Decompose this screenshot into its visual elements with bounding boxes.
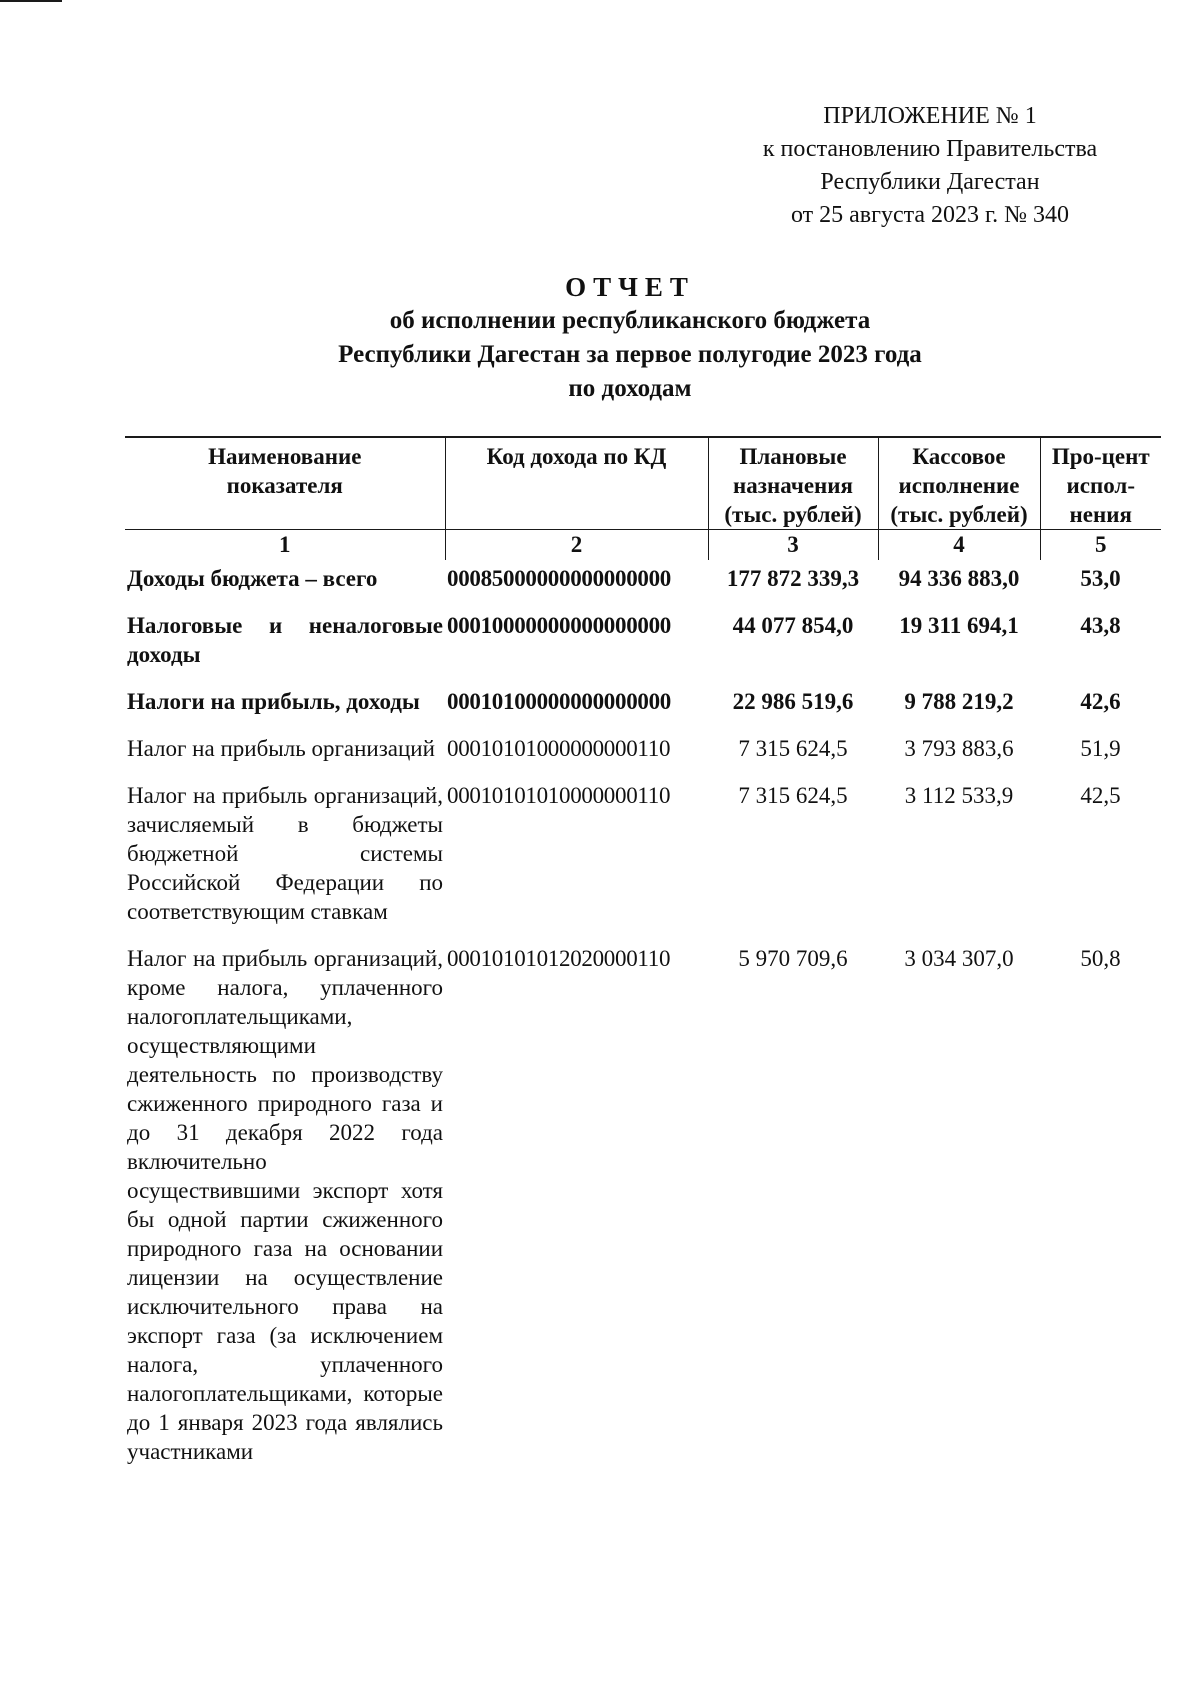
row-percent: 51,9 bbox=[1080, 736, 1121, 761]
row-code: 00010101000000000110 bbox=[447, 736, 671, 761]
row-percent: 43,8 bbox=[1080, 613, 1121, 638]
row-name: Налог на прибыль организаций bbox=[127, 736, 435, 761]
row-fact: 9 788 219,2 bbox=[904, 689, 1014, 714]
row-plan: 177 872 339,3 bbox=[726, 566, 860, 591]
column-number: 5 bbox=[1040, 530, 1161, 561]
row-percent: 42,6 bbox=[1080, 689, 1121, 714]
row-name: Налоги на прибыль, доходы bbox=[127, 689, 420, 714]
scan-edge-mark bbox=[0, 0, 62, 2]
table-row bbox=[125, 772, 1161, 935]
appendix-republic: Республики Дагестан bbox=[820, 169, 1040, 195]
row-code: 00010101010000000110 bbox=[447, 783, 671, 808]
row-fact: 3 112 533,9 bbox=[904, 783, 1014, 808]
table-header-row bbox=[125, 437, 1161, 530]
header-income-code: Код дохода по КД bbox=[445, 437, 708, 530]
header-percent: Про-цент испол-нения bbox=[1040, 437, 1161, 530]
table-row bbox=[125, 602, 1161, 678]
row-plan: 7 315 624,5 bbox=[738, 783, 848, 808]
appendix-reference: к постановлению Правительства bbox=[762, 136, 1098, 162]
column-number: 1 bbox=[125, 530, 445, 561]
header-executed: Кассовое исполнение (тыс. рублей) bbox=[878, 437, 1040, 530]
row-percent: 53,0 bbox=[1080, 566, 1121, 591]
table-row bbox=[125, 560, 1161, 602]
report-subtitle-line2: Республики Дагестан за первое полугодие 2023 года bbox=[338, 341, 922, 368]
row-name: Налоговые и неналоговые доходы bbox=[127, 613, 443, 667]
header-indicator-name: Наименование показателя bbox=[125, 437, 445, 530]
table-row bbox=[125, 725, 1161, 772]
row-code: 00010101012020000110 bbox=[447, 946, 671, 971]
row-code: 00085000000000000000 bbox=[447, 566, 672, 591]
column-number: 4 bbox=[878, 530, 1040, 561]
report-title-block bbox=[225, 270, 1035, 406]
table-row bbox=[125, 678, 1161, 725]
row-code: 00010000000000000000 bbox=[447, 613, 672, 638]
row-code: 00010100000000000000 bbox=[447, 689, 672, 714]
row-fact: 19 311 694,1 bbox=[899, 613, 1019, 638]
row-percent: 50,8 bbox=[1080, 946, 1121, 971]
table-row bbox=[125, 935, 1161, 1475]
row-name: Налог на прибыль организаций, кроме налога, уплаченного налогоплательщиками, осуществляющими деятельность по производству сжиженного природного газа и до 31 декабря 2022 года включительно осуществившими экспорт хотя бы одной партии сжиженного природного газа на основании лицензии на осуществление исключительного права на экспорт газа (за исключением налога, уплаченного налогоплательщиками, которые до 1 января 2023 года являлись участниками bbox=[127, 946, 443, 1464]
row-plan: 7 315 624,5 bbox=[738, 736, 848, 761]
income-report-table bbox=[125, 436, 1161, 1475]
row-name: Доходы бюджета – всего bbox=[127, 566, 378, 591]
column-number: 3 bbox=[708, 530, 878, 561]
row-fact: 3 034 307,0 bbox=[904, 946, 1014, 971]
column-number-row bbox=[125, 530, 1161, 561]
appendix-number: ПРИЛОЖЕНИЕ № 1 bbox=[823, 103, 1037, 129]
row-plan: 5 970 709,6 bbox=[738, 946, 848, 971]
row-fact: 94 336 883,0 bbox=[898, 566, 1020, 591]
row-plan: 22 986 519,6 bbox=[732, 689, 854, 714]
appendix-date: от 25 августа 2023 г. № 340 bbox=[790, 202, 1070, 228]
row-name: Налог на прибыль организаций, зачисляемый в бюджеты бюджетной системы Российской Федерации по соответствующим ставкам bbox=[127, 783, 443, 924]
header-planned: Плановые назначения (тыс. рублей) bbox=[708, 437, 878, 530]
report-subtitle-line3: по доходам bbox=[568, 375, 692, 402]
report-title: ОТЧЕТ bbox=[565, 272, 695, 302]
row-plan: 44 077 854,0 bbox=[732, 613, 854, 638]
appendix-block bbox=[700, 100, 1160, 232]
report-subtitle-line1: об исполнении республиканского бюджета bbox=[389, 307, 871, 334]
column-number: 2 bbox=[445, 530, 708, 561]
row-fact: 3 793 883,6 bbox=[904, 736, 1014, 761]
row-percent: 42,5 bbox=[1080, 783, 1121, 808]
